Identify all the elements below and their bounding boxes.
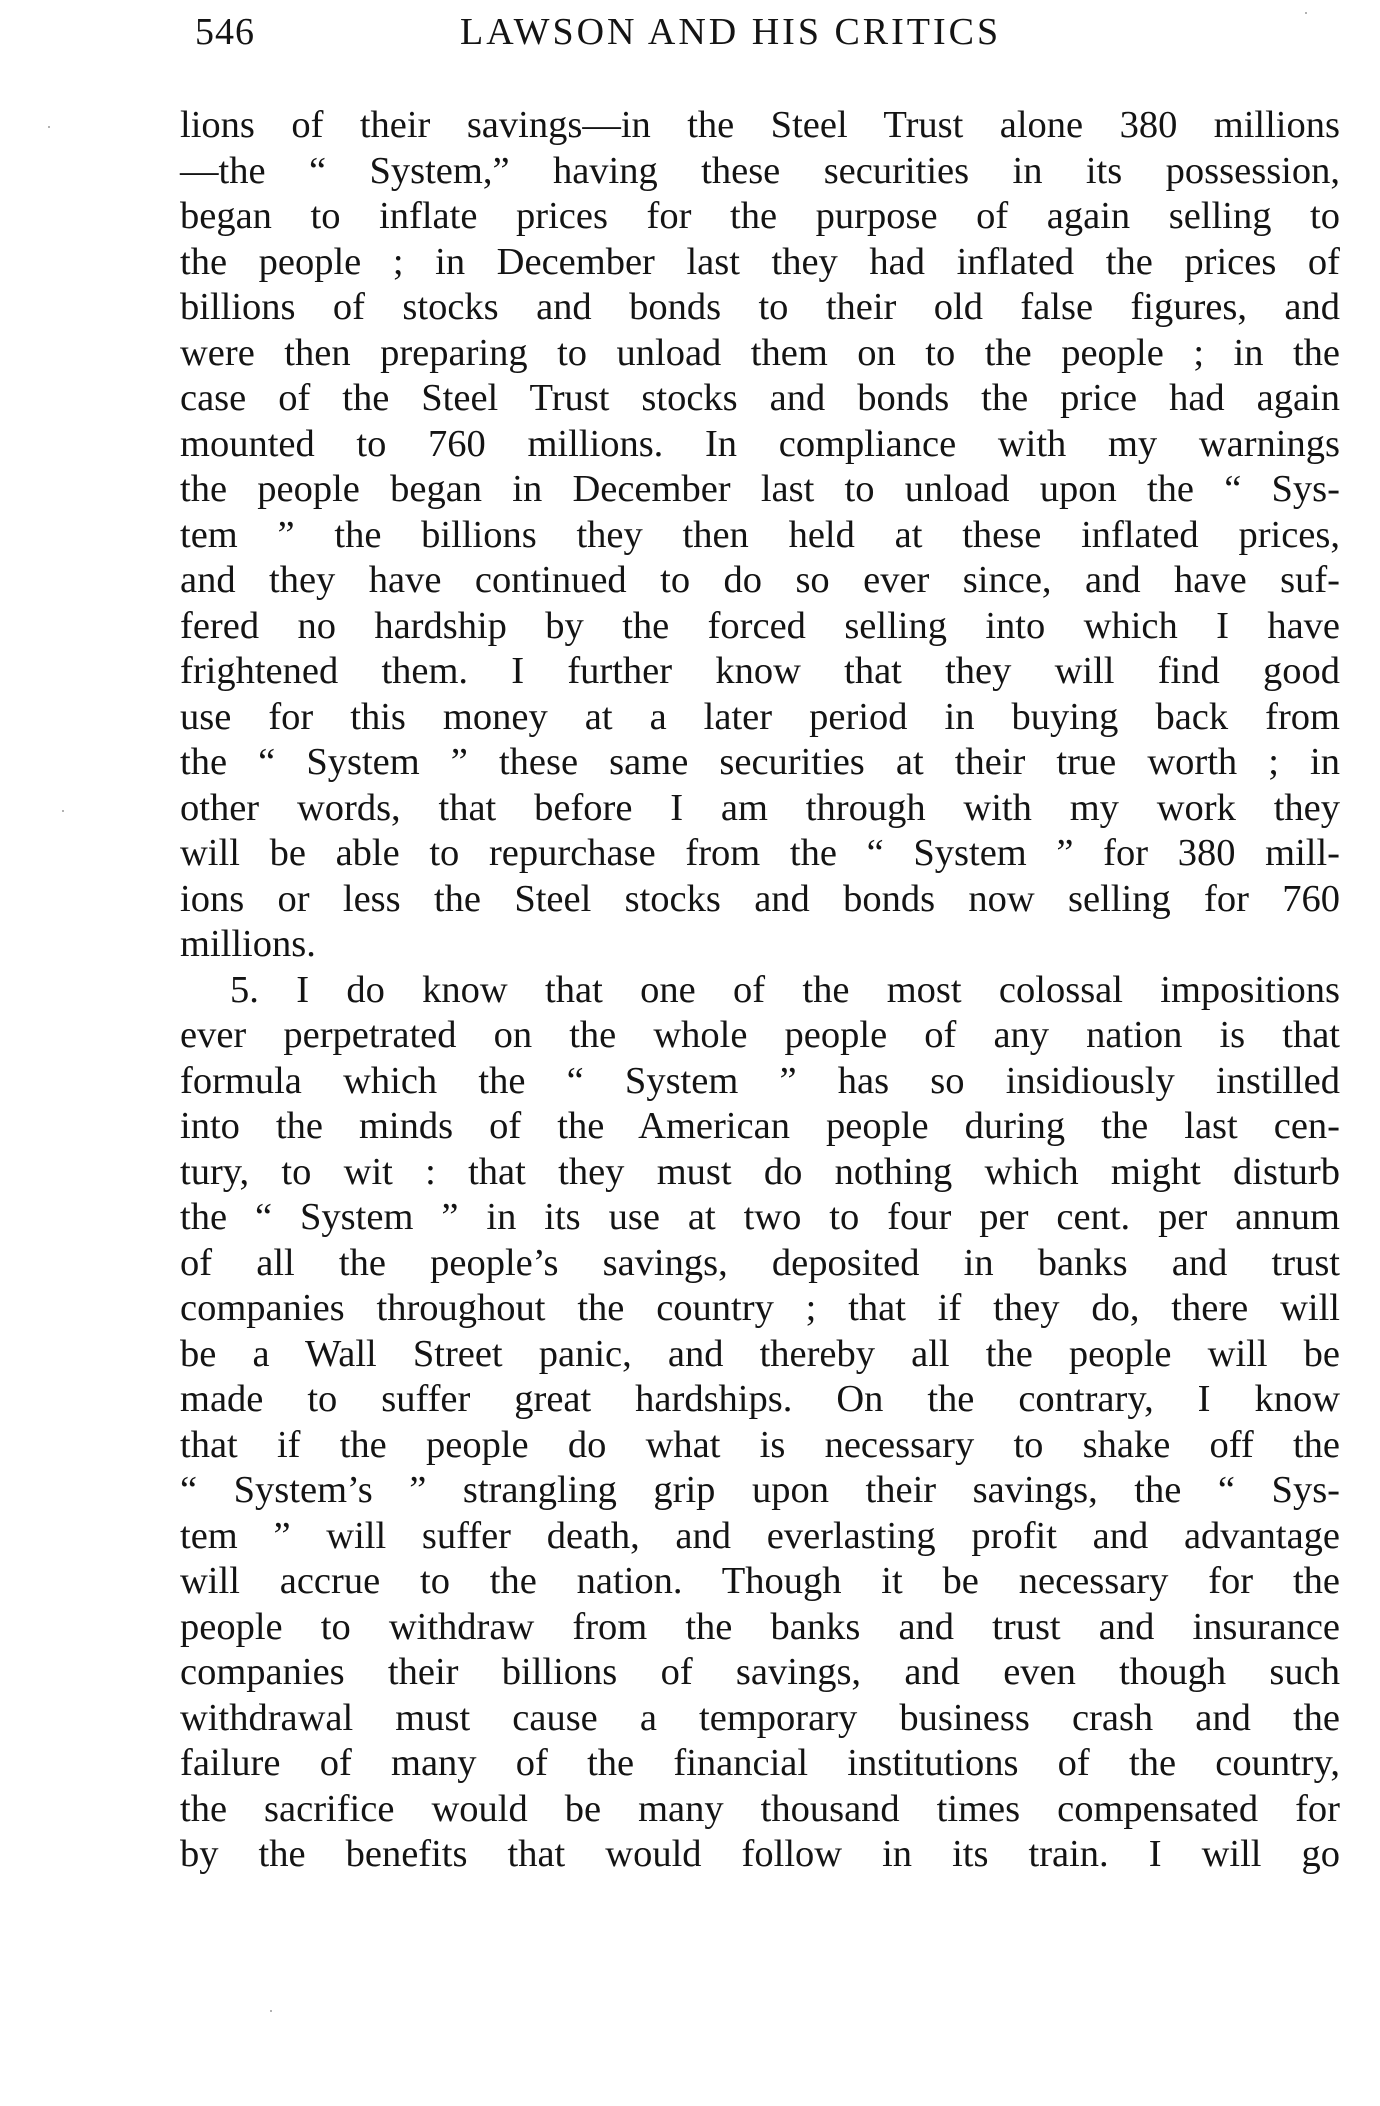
page-number: 546 (195, 11, 255, 53)
text-line: tem ” will suffer death, and everlasting profit and advantage (180, 1514, 1340, 1557)
text-line: will be able to repurchase from the “ System ” for 380 mill- (180, 832, 1340, 874)
text-line: millions. (180, 923, 316, 965)
text-line: and they have continued to do so ever since, and have suf- (180, 559, 1340, 601)
text-line: withdrawal must cause a temporary business crash and the (180, 1696, 1340, 1739)
text-line: were then preparing to unload them on to the people ; in the (180, 331, 1340, 374)
text-line: began to inflate prices for the purpose of again selling to (180, 195, 1340, 237)
text-line: that if the people do what is necessary to shake off the (180, 1423, 1340, 1466)
text-line: ever perpetrated on the whole people of any nation is that (180, 1014, 1340, 1056)
text-line: made to suffer great hardships. On the contrary, I know (180, 1378, 1340, 1420)
text-line: use for this money at a later period in buying back from (180, 695, 1340, 738)
text-line: case of the Steel Trust stocks and bonds the price had again (180, 377, 1340, 419)
text-line: by the benefits that would follow in its train. I will go (180, 1833, 1340, 1875)
text-line: tem ” the billions they then held at these inflated prices, (180, 513, 1340, 556)
body-text (180, 103, 1340, 1878)
text-line: the sacrifice would be many thousand times compensated for (180, 1787, 1340, 1830)
text-line: the people ; in December last they had inflated the prices of (180, 240, 1340, 283)
text-line: frightened them. I further know that they will find good (180, 650, 1340, 692)
text-line: people to withdraw from the banks and trust and insurance (180, 1605, 1340, 1648)
text-line: lions of their savings—in the Steel Trust alone 380 millions (180, 104, 1340, 146)
text-line: companies throughout the country ; that if they do, there will (180, 1287, 1340, 1329)
text-line: the “ System ” these same securities at their true worth ; in (180, 741, 1340, 783)
text-line: be a Wall Street panic, and thereby all the people will be (180, 1332, 1340, 1375)
scan-speck (48, 126, 50, 128)
running-header (195, 6, 1330, 58)
text-line: companies their billions of savings, and even though such (180, 1651, 1340, 1693)
text-line: tury, to wit : that they must do nothing which might disturb (180, 1150, 1340, 1193)
text-line: —the “ System,” having these securities in its possession, (180, 149, 1340, 192)
text-line: “ System’s ” strangling grip upon their savings, the “ Sys- (180, 1469, 1340, 1511)
text-line: mounted to 760 millions. In compliance with my warnings (180, 422, 1340, 465)
scan-speck (1305, 12, 1307, 14)
paragraph-start-line: 5. I do know that one of the most colossal impositions (230, 968, 1340, 1011)
text-line: billions of stocks and bonds to their old false figures, and (180, 286, 1340, 328)
text-line: ions or less the Steel stocks and bonds now selling for 760 (180, 877, 1340, 920)
text-line: fered no hardship by the forced selling into which I have (180, 604, 1340, 647)
text-line: into the minds of the American people during the last cen- (180, 1105, 1340, 1147)
text-line: other words, that before I am through with my work they (180, 786, 1340, 829)
text-line: failure of many of the financial institutions of the country, (180, 1742, 1340, 1784)
text-line: the “ System ” in its use at two to four per cent. per annum (180, 1196, 1340, 1238)
text-line: of all the people’s savings, deposited in banks and trust (180, 1241, 1340, 1284)
text-line: will accrue to the nation. Though it be necessary for the (180, 1560, 1340, 1602)
text-line: formula which the “ System ” has so insidiously instilled (180, 1059, 1340, 1102)
text-line: the people began in December last to unload upon the “ Sys- (180, 468, 1340, 510)
scan-speck (270, 2010, 272, 2012)
running-title: LAWSON AND HIS CRITICS (460, 11, 1002, 53)
scan-speck (62, 810, 64, 812)
